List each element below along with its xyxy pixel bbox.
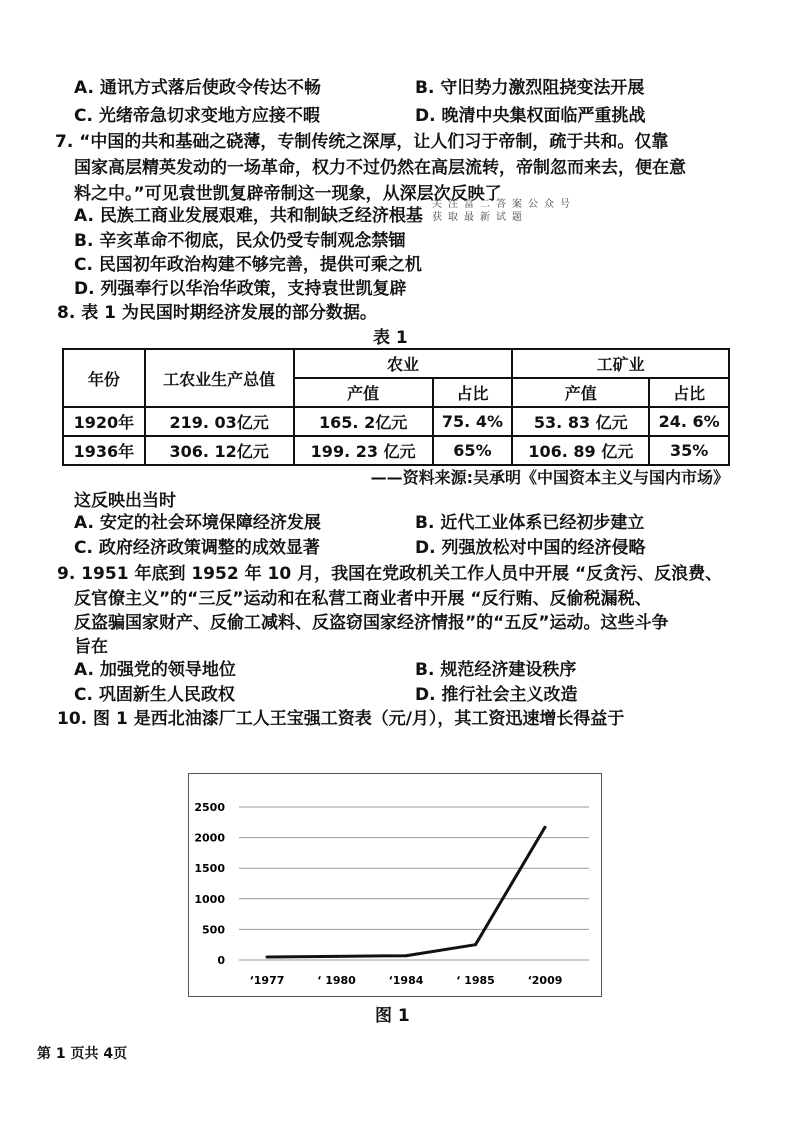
q9-stem-line-1: 9. 1951 年底到 1952 年 10 月，我国在党政机关工作人员中开展 “反贪污、反浪费、 <box>57 564 723 584</box>
data-point <box>335 955 338 958</box>
data-point <box>266 955 269 958</box>
q6-option-c: C. 光绪帝急切求变地方应接不暇 <box>74 106 320 126</box>
cell-total: 306. 12亿元 <box>145 436 294 465</box>
x-tick-label: ‘ 1980 <box>317 974 356 987</box>
x-tick-label: ‘1984 <box>388 974 424 987</box>
header-ind-share: 占比 <box>649 378 729 407</box>
q7-stem-line-3: 料之中。”可见袁世凯复辟帝制这一现象，从深层次反映了 <box>74 184 502 204</box>
cell-year: 1920年 <box>63 407 145 436</box>
q9-stem-line-4: 旨在 <box>74 637 108 657</box>
header-agri-share: 占比 <box>433 378 513 407</box>
data-point <box>405 954 408 957</box>
cell-ind-value: 106. 89 亿元 <box>512 436 649 465</box>
q8-option-a: A. 安定的社会环境保障经济发展 <box>74 513 321 533</box>
watermark-line-2: 获取最新试题 <box>432 212 528 223</box>
q7-option-d: D. 列强奉行以华治华政策，支持袁世凯复辟 <box>74 279 407 299</box>
x-tick-label: ‘2009 <box>527 974 563 987</box>
header-total-output: 工农业生产总值 <box>145 349 294 407</box>
q9-option-b: B. 规范经济建设秩序 <box>415 660 577 680</box>
figure-1-caption: 图 1 <box>375 1006 410 1026</box>
data-point <box>474 943 477 946</box>
q7-option-b: B. 辛亥革命不彻底，民众仍受专制观念禁锢 <box>74 231 406 251</box>
x-tick-label: ‘1977 <box>249 974 285 987</box>
cell-agri-value: 165. 2亿元 <box>294 407 433 436</box>
q7-stem-line-2: 国家高层精英发动的一场革命，权力不过仍然在高层流转，帝制忽而来去，便在意 <box>74 158 686 178</box>
watermark-line-1: 关注富二答案公众号 <box>432 199 576 210</box>
q9-stem-line-3: 反盗骗国家财产、反偷工减料、反盗窃国家经济情报”的“五反”运动。这些斗争 <box>74 613 669 633</box>
data-point <box>544 826 547 829</box>
q6-option-b: B. 守旧势力激烈阻挠变法开展 <box>415 78 645 98</box>
q9-option-d: D. 推行社会主义改造 <box>415 685 578 705</box>
header-industry-mining: 工矿业 <box>512 349 729 378</box>
y-tick-label: 500 <box>202 923 225 937</box>
cell-ind-value: 53. 83 亿元 <box>512 407 649 436</box>
cell-year: 1936年 <box>63 436 145 465</box>
y-tick-label: 2500 <box>194 801 225 814</box>
cell-ind-share: 35% <box>649 436 729 465</box>
page-footer: 第 1 页共 4页 <box>37 1046 128 1062</box>
q8-stem: 8. 表 1 为民国时期经济发展的部分数据。 <box>57 303 377 323</box>
economy-data-table <box>62 348 730 466</box>
wage-line-chart <box>189 774 601 996</box>
cell-total: 219. 03亿元 <box>145 407 294 436</box>
y-tick-label: 0 <box>217 954 225 967</box>
q8-option-b: B. 近代工业体系已经初步建立 <box>415 513 645 533</box>
table-row <box>63 407 729 436</box>
q8-question: 这反映出当时 <box>74 491 176 511</box>
header-year: 年份 <box>63 349 145 407</box>
header-agri-value: 产值 <box>294 378 433 407</box>
x-tick-label: ‘ 1985 <box>456 974 495 987</box>
cell-ind-share: 24. 6% <box>649 407 729 436</box>
q7-option-c: C. 民国初年政治构建不够完善，提供可乘之机 <box>74 255 422 275</box>
table-1-title: 表 1 <box>373 328 408 348</box>
table-source: ——资料来源:吴承明《中国资本主义与国内市场》 <box>370 468 729 487</box>
table-row <box>63 436 729 465</box>
header-agriculture: 农业 <box>294 349 513 378</box>
cell-agri-value: 199. 23 亿元 <box>294 436 433 465</box>
wage-series-line <box>267 827 545 957</box>
q10-stem: 10. 图 1 是西北油漆厂工人王宝强工资表（元/月），其工资迅速增长得益于 <box>57 709 625 729</box>
wage-chart <box>188 773 602 997</box>
q8-option-c: C. 政府经济政策调整的成效显著 <box>74 538 320 558</box>
y-tick-label: 1000 <box>194 892 225 906</box>
q6-option-d: D. 晚清中央集权面临严重挑战 <box>415 106 646 126</box>
q8-option-d: D. 列强放松对中国的经济侵略 <box>415 538 646 558</box>
q9-option-a: A. 加强党的领导地位 <box>74 660 236 680</box>
y-tick-label: 1500 <box>194 862 225 876</box>
q7-option-a: A. 民族工商业发展艰难，共和制缺乏经济根基 <box>74 206 423 226</box>
q9-option-c: C. 巩固新生人民政权 <box>74 685 235 705</box>
header-ind-value: 产值 <box>512 378 649 407</box>
cell-agri-share: 65% <box>433 436 513 465</box>
q6-option-a: A. 通讯方式落后使政令传达不畅 <box>74 78 321 98</box>
q9-stem-line-2: 反官僚主义”的“三反”运动和在私营工商业者中开展 “反行贿、反偷税漏税、 <box>74 589 652 609</box>
q7-stem-line-1: 7. “中国的共和基础之硗薄，专制传统之深厚，让人们习于帝制，疏于共和。仅靠 <box>55 132 669 152</box>
y-tick-label: 2000 <box>194 831 225 845</box>
cell-agri-share: 75. 4% <box>433 407 513 436</box>
